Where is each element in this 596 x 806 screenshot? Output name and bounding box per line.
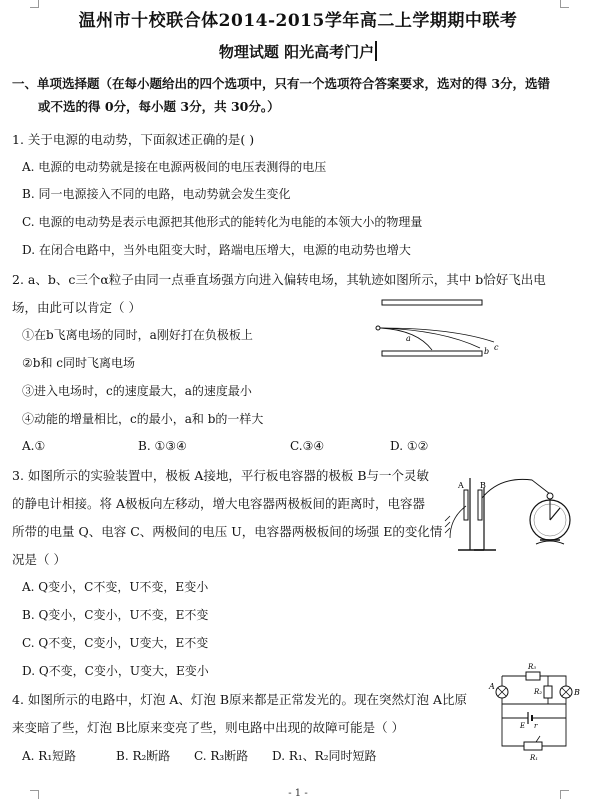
plate-b — [478, 490, 482, 520]
trajectory-b — [380, 328, 480, 348]
circuit-figure — [484, 660, 584, 764]
q2-choice-a: A.① — [22, 439, 46, 453]
q1-option-d: D. 在闭合电路中，当外电阻变大时，路端电压增大，电源的电动势也增大 — [22, 243, 411, 257]
q1-option-a: A. 电源的电动势就是接在电源两极间的电压表测得的电压 — [22, 160, 327, 174]
q4-choice-a: A. R₁短路 — [22, 749, 77, 763]
document-subtitle[interactable] — [0, 41, 596, 62]
upper-plate — [382, 300, 482, 305]
subtitle-text: 物理试题 阳光高考门户 — [218, 43, 375, 61]
q3-stem-line2: 的静电计相接。将 A极板向左移动，增大电容器两极板间的距离时，电容器 — [12, 496, 426, 511]
label-a: a — [406, 334, 411, 343]
q3-stem-line3: 所带的电量 Q、电容 C、两极间的电压 U，电容器两极板间的场强 E的变化情 — [12, 524, 443, 539]
resistor-r3 — [526, 672, 540, 680]
q3-option-d: D. Q不变，C变小，U变大，E变小 — [22, 664, 209, 678]
q3-option-c: C. Q不变，C变小，U变大，E不变 — [22, 636, 209, 650]
q4-stem-line2: 来变暗了些，灯泡 B比原来变亮了些，则电路中出现的故障可能是（ ） — [12, 720, 405, 735]
label-c: c — [494, 343, 499, 352]
q2-statement-2: ②b和 c同时飞离电场 — [22, 356, 135, 370]
q1-stem: 1. 关于电源的电动势，下面叙述正确的是( ) — [12, 132, 255, 147]
q4-choice-b: B. R₂断路 — [116, 749, 171, 763]
deflection-field-figure — [372, 294, 502, 364]
label-r2: R₂ — [534, 688, 543, 696]
q2-stem-line1: 2. a、b、c三个α粒子由同一点垂直场强方向进入偏转电场，其轨迹如图所示，其中 b恰好飞出电 — [12, 272, 546, 287]
resistor-r1 — [524, 742, 542, 750]
electroscope-capacitor-figure — [440, 468, 580, 560]
q3-stem-line4: 况是（ ） — [12, 552, 66, 567]
label-plate-a: A — [458, 481, 464, 490]
q2-statement-1: ①在b飞离电场的同时，a刚好打在负极板上 — [22, 328, 253, 342]
q1-option-c: C. 电源的电动势是表示电源把其他形式的能转化为电能的本领大小的物理量 — [22, 215, 423, 229]
q2-statement-4: ④动能的增量相比，c的最小，a和 b的一样大 — [22, 412, 264, 426]
label-r3: R₃ — [528, 663, 537, 671]
q4-choice-c: C. R₃断路 — [194, 749, 249, 763]
entry-point — [376, 326, 380, 330]
q3-option-a: A. Q变小，C不变，U不变，E变小 — [22, 580, 209, 594]
label-emf: E — [520, 722, 526, 730]
q3-option-b: B. Q变小，C变小，U不变，E不变 — [22, 608, 209, 622]
q1-option-b: B. 同一电源接入不同的电路，电动势就会发生变化 — [22, 187, 291, 201]
plate-a — [464, 490, 468, 520]
q2-choice-d: D. ①② — [390, 439, 429, 453]
lower-plate — [382, 351, 482, 356]
text-cursor — [375, 41, 377, 61]
q2-stem-line2: 场，由此可以肯定（ ） — [12, 300, 141, 315]
label-r1: R₁ — [530, 754, 539, 762]
section-heading-line2: 或不选的得 0分，每小题 3分，共 30分。） — [38, 99, 280, 114]
label-b: b — [484, 347, 490, 356]
q2-choice-c: C.③④ — [290, 439, 325, 453]
label-lamp-a: A — [489, 682, 495, 691]
resistor-r2 — [544, 686, 552, 698]
document-title: 温州市十校联合体2014-2015学年高二上学期期中联考 — [78, 11, 518, 31]
label-lamp-b: B — [574, 688, 580, 697]
page-number: - 1 - — [288, 788, 308, 799]
q2-statement-3: ③进入电场时，c的速度最大，a的速度最小 — [22, 384, 252, 398]
section-heading-line1: 一、单项选择题（在每小题给出的四个选项中，只有一个选项符合答案要求，选对的得 3分，选错 — [12, 76, 551, 91]
q2-choice-b: B. ①③④ — [138, 439, 187, 453]
q4-choice-d: D. R₁、R₂同时短路 — [272, 749, 377, 763]
q4-stem-line1: 4. 如图所示的电路中，灯泡 A、灯泡 B原来都是正常发光的。现在突然灯泡 A比原 — [12, 692, 468, 707]
label-plate-b: B — [480, 481, 486, 490]
label-internal-r: r — [534, 722, 538, 730]
q3-stem-line1: 3. 如图所示的实验装置中，极板 A接地，平行板电容器的极板 B与一个灵敏 — [12, 468, 430, 483]
